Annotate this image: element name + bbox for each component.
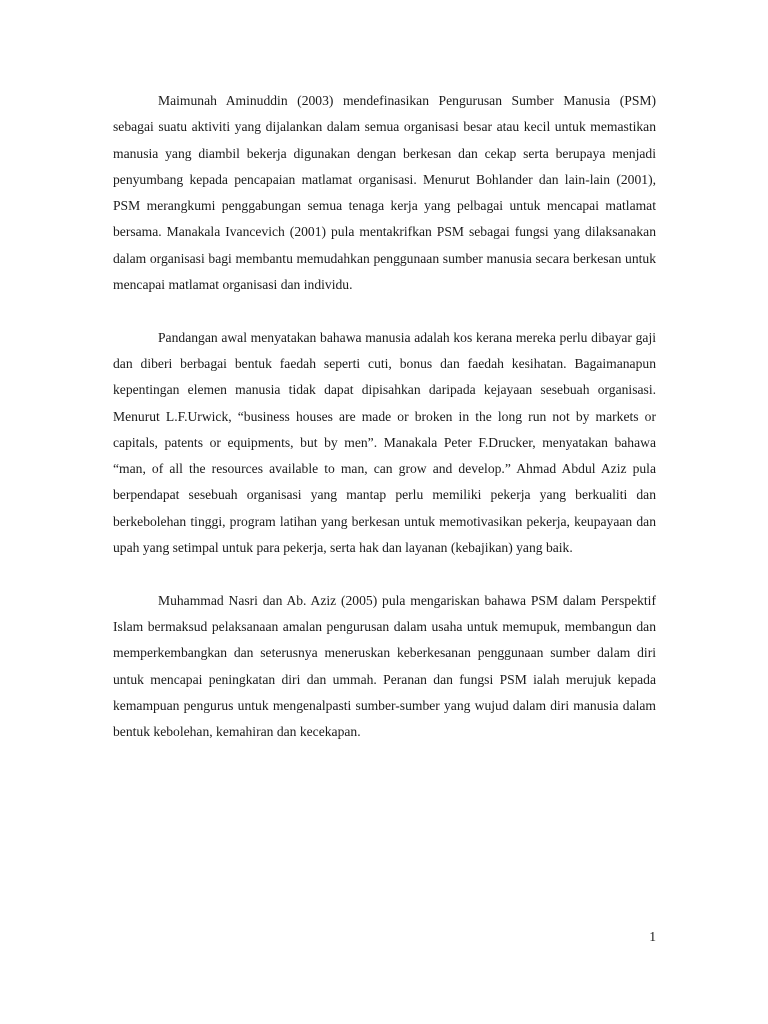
paragraph-psm-definitions: Maimunah Aminuddin (2003) mendefinasikan Pengurusan Sumber Manusia (PSM) sebagai suatu aktiviti yang dijalankan dalam semua organisasi besar atau kecil untuk memastikan manusia yang diambil bekerja digunakan dengan berkesan dan cekap serta berupaya menjadi penyumbang kepada pencapaian matlamat organisasi. Menurut Bohlander dan lain-lain (2001), PSM merangkumi penggabungan semua tenaga kerja yang pelbagai untuk mencapai matlamat bersama. Manakala Ivancevich (2001) pula mentakrifkan PSM sebagai fungsi yang dilaksanakan dalam organisasi bagi membantu memudahkan penggunaan sumber manusia secara berkesan untuk mencapai matlamat organisasi dan individu. bbox=[113, 93, 656, 293]
paragraph-early-views: Pandangan awal menyatakan bahawa manusia adalah kos kerana mereka perlu dibayar gaji dan diberi berbagai bentuk faedah seperti cuti, bonus dan faedah kesihatan. Bagaimanapun kepentingan elemen manusia tidak dapat dipisahkan daripada kejayaan sesebuah organisasi. Menurut L.F.Urwick, “business houses are made or broken in the long run not by markets or capitals, patents or equipments, but by men”. Manakala Peter F.Drucker, menyatakan bahawa “man, of all the resources available to man, can grow and develop.” Ahmad Abdul Aziz pula berpendapat sesebuah organisasi yang mantap perlu memiliki pekerja yang berkualiti dan berkebolehan tinggi, program latihan yang berkesan untuk memotivasikan pekerja, keupayaan dan upah yang setimpal untuk para pekerja, serta hak dan layanan (kebajikan) yang baik. bbox=[113, 329, 656, 556]
page-number: 1 bbox=[649, 929, 656, 944]
document-body bbox=[113, 88, 656, 772]
paragraph-islamic-perspective: Muhammad Nasri dan Ab. Aziz (2005) pula mengariskan bahawa PSM dalam Perspektif Islam bermaksud pelaksanaan amalan pengurusan dalam usaha untuk memupuk, membangun dan memperkembangkan dan seterusnya meneruskan keberkesanan penggunaan sumber dalam diri untuk mencapai peningkatan diri dan ummah. Peranan dan fungsi PSM ialah merujuk kepada kemampuan pengurus untuk mengenalpasti sumber-sumber yang wujud dalam diri manusia dalam bentuk kebolehan, kemahiran dan kecekapan. bbox=[113, 592, 656, 740]
